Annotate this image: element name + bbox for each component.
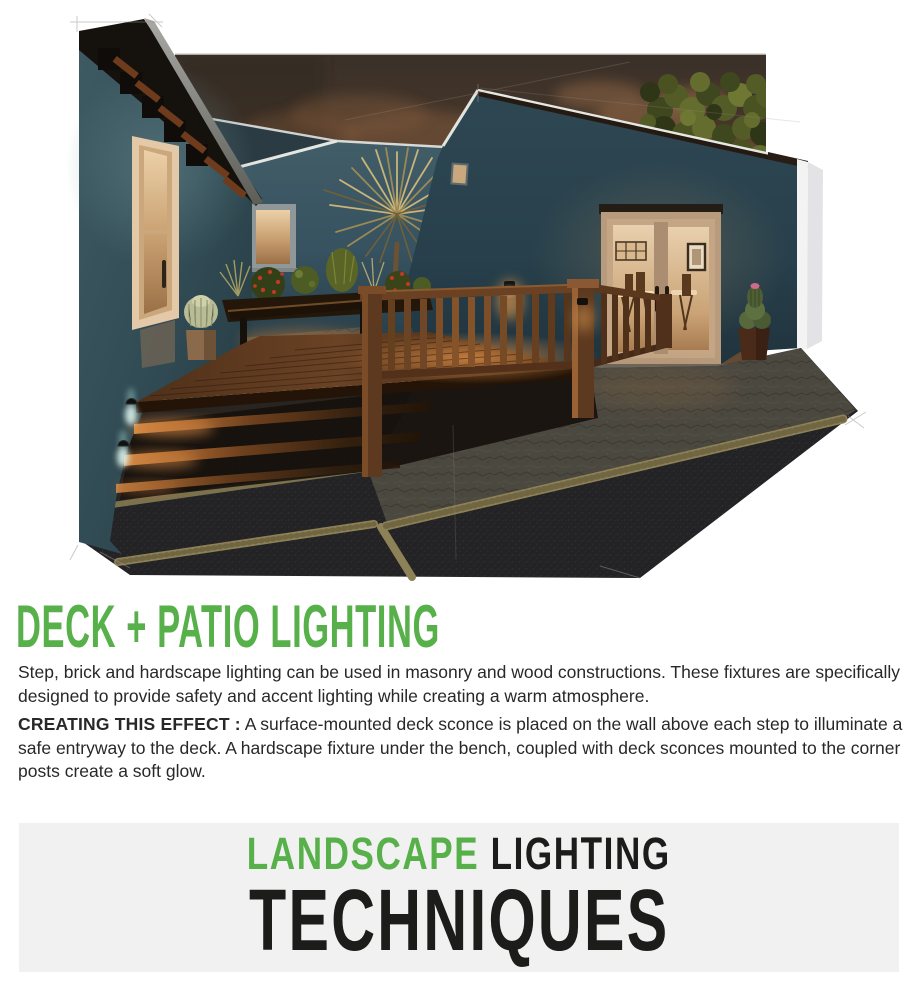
door-handle (162, 260, 166, 288)
page-title: DECK + PATIO LIGHTING (16, 593, 440, 660)
intro-paragraph: Step, brick and hardscape lighting can be used in masonry and wood constructions. These fixtures are specifically designed to provide safety and accent lighting while creating a warm atmosphere. (18, 662, 900, 706)
effect-paragraph (18, 713, 904, 784)
middle-window (248, 204, 298, 272)
cactus-bloom (751, 283, 760, 289)
effect-label: CREATING THIS EFFECT : (18, 714, 241, 734)
post-sconce (577, 298, 588, 305)
brand-word-lighting: LIGHTING (479, 827, 671, 879)
stair-newel-post (358, 286, 386, 477)
effect-text: A surface-mounted deck sconce is placed on the wall above each step to illuminate a safe entryway to the deck. A hardscape fixture under the bench, coupled with deck sconces mounted to the corner posts create a soft glow. (18, 714, 903, 781)
brand-line (247, 827, 671, 879)
footer-brand-band (19, 823, 899, 972)
post-sconce-glow (574, 304, 594, 332)
series-title: TECHNIQUES (248, 871, 670, 969)
attic-vent-window (451, 164, 467, 185)
brand-word-landscape: LANDSCAPE (247, 827, 480, 879)
